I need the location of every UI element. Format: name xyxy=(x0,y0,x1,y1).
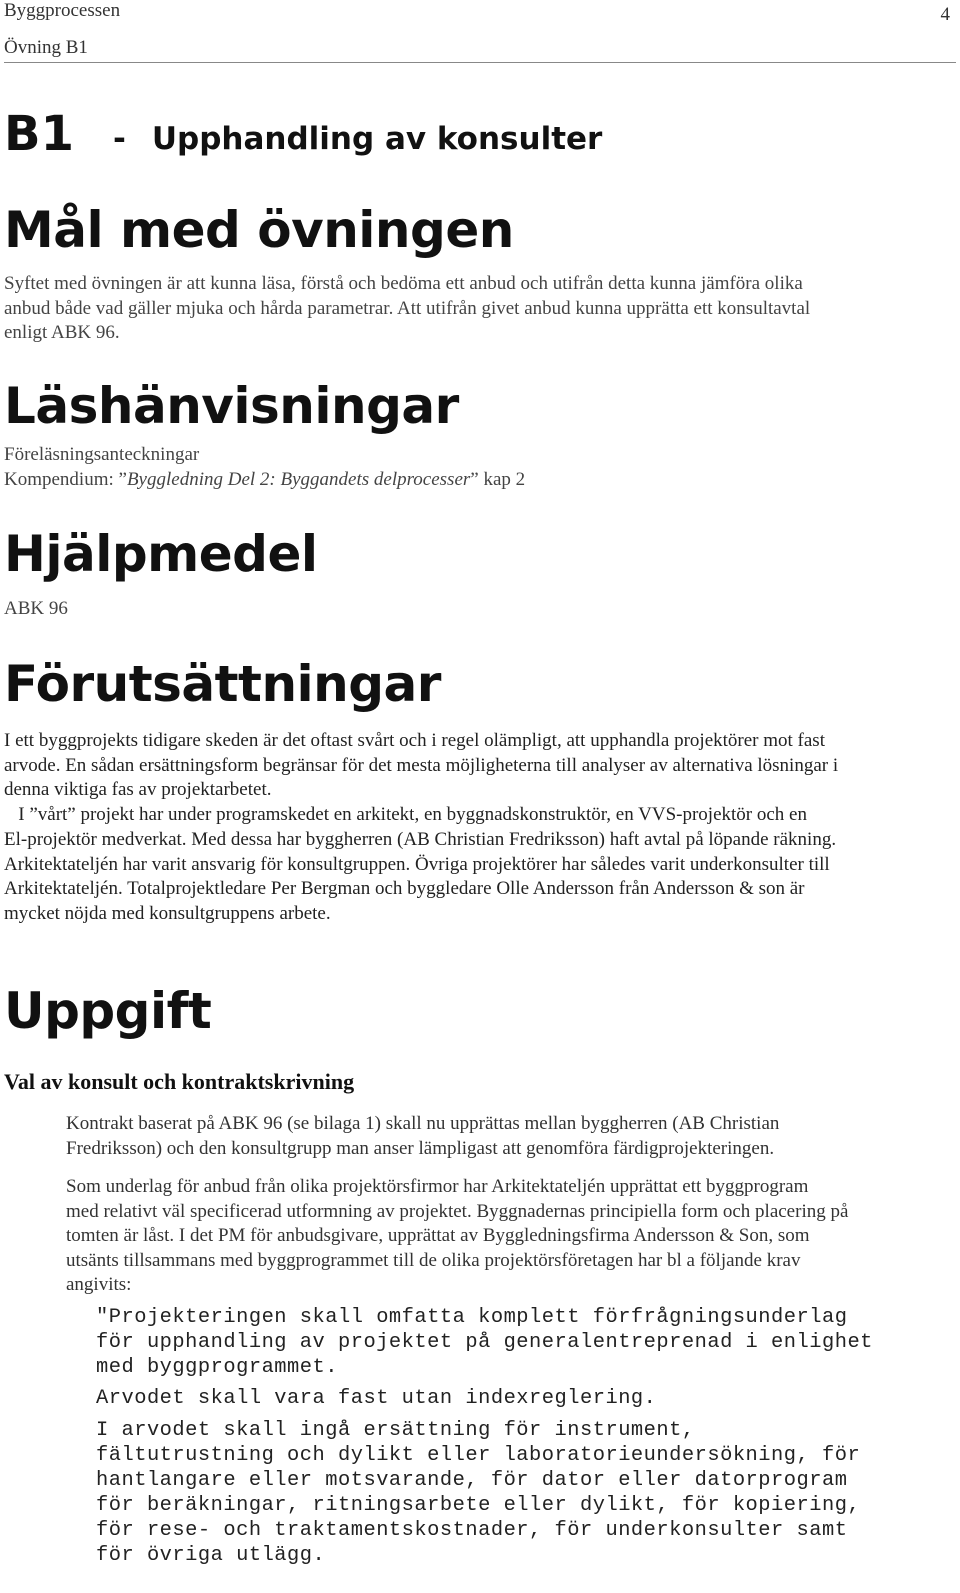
forut-line: Arkitektateljén. Totalprojektledare Per Bergman och byggledare Olle Andersson från Andersson & son är xyxy=(4,878,805,900)
uppgift-line: utsänts tillsammans med byggprogrammet till de olika projektörsföretagen har bl a följande krav xyxy=(66,1249,801,1271)
quote-line: I arvodet skall ingå ersättning för instrument, xyxy=(96,1419,695,1442)
forut-line: El-projektör medverkat. Med dessa har byggherren (AB Christian Fredriksson) haft avtal på löpande räkning. xyxy=(4,828,837,850)
quote-line: för övriga utlägg. xyxy=(96,1544,326,1567)
subheading-val-av-konsult: Val av konsult och kontraktskrivning xyxy=(4,1069,355,1094)
requirement-quote-3 xyxy=(96,1418,946,1568)
exercise-title xyxy=(113,121,602,157)
uppgift-line: Kontrakt baserat på ABK 96 (se bilaga 1) skall nu upprättas mellan byggherren (AB Christian xyxy=(66,1113,780,1134)
mal-line: anbud både vad gäller mjuka och hårda parametrar. Att utifrån givet anbud kunna upprätta ett konsultavtal xyxy=(4,297,811,319)
requirement-quote-2 xyxy=(96,1386,946,1411)
uppgift-line: Fredriksson) och den konsultgrupp man anser lämpligast att genomföra färdigprojekteringen. xyxy=(66,1137,775,1159)
heading-hjalpmedel: Hjälpmedel xyxy=(4,525,318,583)
page-number: 4 xyxy=(940,4,950,25)
forut-line: I ”vårt” projekt har under programskedet en arkitekt, en byggnadskonstruktör, en VVS-projektör och en xyxy=(4,804,807,826)
uppgift-line: angivits: xyxy=(66,1274,132,1295)
mal-paragraph xyxy=(4,272,944,346)
requirement-quote-1 xyxy=(96,1305,946,1380)
heading-uppgift: Uppgift xyxy=(4,982,212,1040)
quote-line: "Projekteringen skall omfatta komplett förfrågningsunderlag xyxy=(96,1306,848,1329)
forutsattningar-paragraph xyxy=(4,729,944,927)
exercise-code: B1 xyxy=(4,106,74,162)
forut-line: mycket nöjda med konsultgruppens arbete. xyxy=(4,902,331,924)
book-title: Byggledning Del 2: Byggandets delprocesser xyxy=(126,468,471,490)
forut-line: arvode. En sådan ersättningsform begränsar för det mesta möjligheterna till analyser av alternativa lösningar i xyxy=(4,754,839,776)
uppgift-paragraph-2 xyxy=(66,1175,950,1298)
quote-line: för beräkningar, ritningsarbete eller dylikt, för kopiering, xyxy=(96,1494,861,1517)
quote-line: Arvodet skall vara fast utan indexreglering. xyxy=(96,1387,657,1410)
title-dash: - xyxy=(113,121,126,157)
quote-line: med byggprogrammet. xyxy=(96,1356,338,1379)
forut-line: I ett byggprojekts tidigare skeden är det oftast svårt och i regel olämpligt, att upphandla projektörer mot fast xyxy=(4,730,825,751)
running-header-title: Byggprocessen xyxy=(4,0,121,21)
quote-line: för upphandling av projektet på generalentreprenad i enlighet xyxy=(96,1331,873,1354)
title-subtitle: Upphandling av konsulter xyxy=(151,121,603,157)
heading-lashanvisningar: Läshänvisningar xyxy=(4,377,459,435)
reading-item: Kompendium: ”Byggledning Del 2: Byggandets delprocesser” kap 2 xyxy=(4,468,526,490)
reading-item: Föreläsningsanteckningar xyxy=(4,444,200,465)
uppgift-line: tomten är låst. I det PM för anbudsgivare, upprättat av Byggledningsfirma Andersson & Son, som xyxy=(66,1225,810,1246)
forut-line: Arkitektateljén har varit ansvarig för konsultgruppen. Övriga projektörer har således varit underkonsulter till xyxy=(4,853,830,875)
uppgift-paragraph-1 xyxy=(66,1112,950,1161)
heading-mal: Mål med övningen xyxy=(4,201,514,259)
quote-line: för rese- och traktamentskostnader, för underkonsulter samt xyxy=(96,1519,848,1542)
quote-line: hantlangare eller motsvarande, för dator eller datorprogram xyxy=(96,1469,848,1492)
hjalpmedel-text: ABK 96 xyxy=(4,598,68,619)
forut-line: denna viktiga fas av projektarbetet. xyxy=(4,779,272,801)
mal-line: enligt ABK 96. xyxy=(4,322,120,344)
heading-forutsattningar: Förutsättningar xyxy=(4,655,441,713)
running-header-exercise: Övning B1 xyxy=(4,37,88,58)
uppgift-line: Som underlag för anbud från olika projektörsfirmor har Arkitektateljén upprättat ett byggprogram xyxy=(66,1176,809,1197)
lashanvisningar-list xyxy=(4,443,944,492)
quote-line: fältutrustning och dylikt eller laboratorieundersökning, för xyxy=(96,1444,861,1467)
header-rule xyxy=(4,62,956,63)
uppgift-line: med relativt väl specificerad utformning av projektet. Byggnadernas principiella form och placering på xyxy=(66,1200,849,1222)
mal-line: Syftet med övningen är att kunna läsa, förstå och bedöma ett anbud och utifrån detta kunna jämföra olika xyxy=(4,273,803,294)
